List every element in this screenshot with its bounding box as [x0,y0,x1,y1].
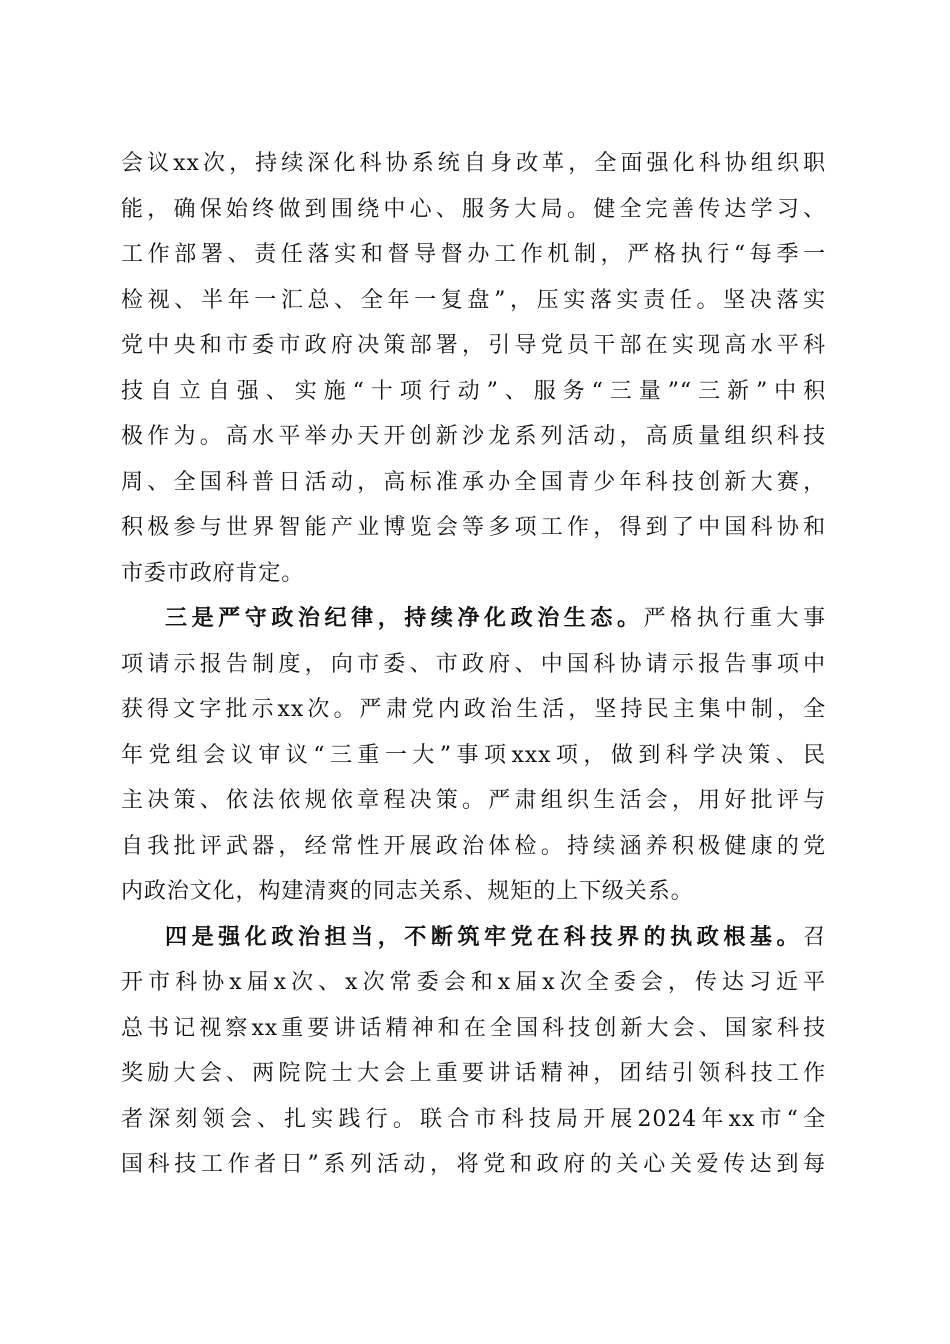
text-line: 年党组会议审议“三重一大”事项xxx项，做到科学决策、民 [121,742,826,768]
text-line: 技自立自强、实施“十项行动”、服务“三量”“三新”中积 [121,378,826,404]
paragraph-1 [121,141,826,596]
text-line: 周、全国科普日活动，高标准承办全国青少年科技创新大赛， [121,469,826,495]
text-line: 党中央和市委市政府决策部署，引导党员干部在实现高水平科 [121,333,826,358]
paragraph-text: 严格执行重大事 [643,606,826,631]
text-line-first [121,596,826,642]
document-body [121,141,826,1188]
text-line: 奖励大会、两院院士大会上重要讲话精神，团结引领科技工作 [121,1061,826,1086]
paragraph-lead: 三是严守政治纪律，持续净化政治生态。 [165,605,644,631]
text-line: 检视、半年一汇总、全年一复盘”，压实落实责任。坚决落实 [121,287,826,313]
paragraph-lead: 四是强化政治担当，不断筑牢党在科技界的执政根基。 [165,923,804,950]
text-line: 获得文字批示xx次。严肃党内政治生活，坚持民主集中制，全 [121,697,826,722]
text-line: 极作为。高水平举办天开创新沙龙系列活动，高质量组织科技 [121,424,826,449]
text-line: 主决策、依法依规依章程决策。严肃组织生活会，用好批评与 [121,788,826,813]
text-line: 工作部署、责任落实和督导督办工作机制，严格执行“每季一 [121,242,826,267]
text-line: 积极参与世界智能产业博览会等多项工作，得到了中国科协和 [121,515,826,540]
paragraph-2 [121,596,826,915]
paragraph-text: 召 [803,924,826,950]
text-line: 内政治文化，构建清爽的同志关系、规矩的上下级关系。 [121,879,694,904]
paragraph-3 [121,915,826,1188]
text-line: 市委市政府肯定。 [121,560,305,586]
text-line: 能，确保始终做到围绕中心、服务大局。健全完善传达学习、 [121,196,826,222]
text-line: 会议xx次，持续深化科协系统自身改革，全面强化科协组织职 [121,151,826,176]
text-line: 总书记视察xx重要讲话精神和在全国科技创新大会、国家科技 [121,1015,826,1041]
text-line: 国科技工作者日”系列活动，将党和政府的关心关爱传达到每 [121,1152,826,1177]
text-line: 者深刻领会、扎实践行。联合市科技局开展2024年xx市“全 [121,1106,826,1132]
text-line: 自我批评武器，经常性开展政治体检。持续涵养积极健康的党 [121,833,826,859]
text-line: 项请示报告制度，向市委、市政府、中国科协请示报告事项中 [121,651,826,677]
text-line-first [121,915,826,961]
text-line: 开市科协x届x次、x次常委会和x届x次全委会，传达习近平 [121,970,826,995]
